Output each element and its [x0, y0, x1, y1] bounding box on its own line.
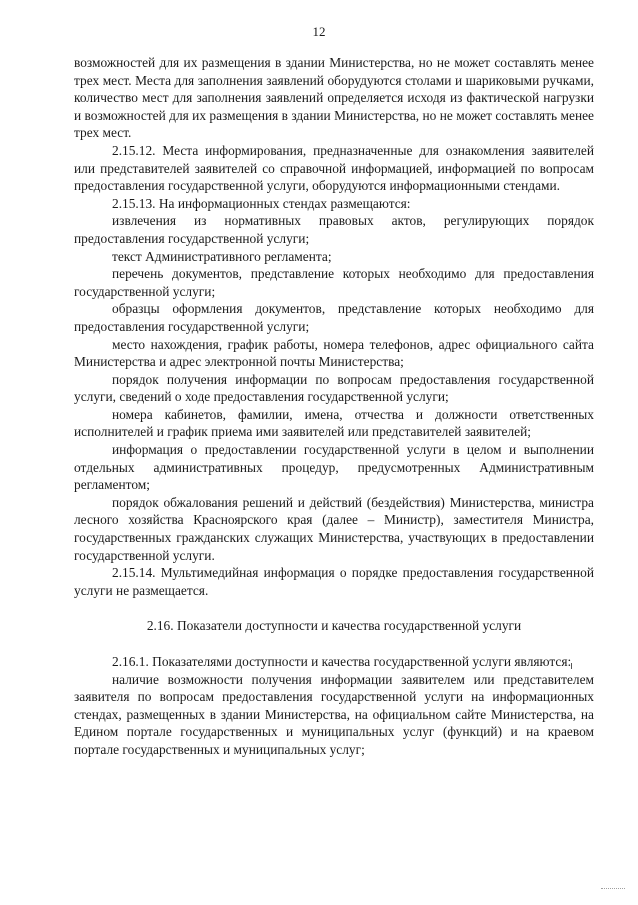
- page-number: 12: [312, 24, 326, 39]
- paragraph: 2.15.13. На информационных стендах размещаются:: [112, 195, 411, 211]
- paragraph: 2.15.14. Мультимедийная информация о порядке предоставления государственной услуги не размещается.: [74, 565, 594, 598]
- scan-artifact: [601, 888, 625, 899]
- paragraph: 2.15.12. Места информирования, предназначенные для ознакомления заявителей или представителей заявителей со справочной информацией, информацией по вопросам предоставления государственной услуги, оборудуются информационными стендами.: [74, 142, 594, 194]
- list-item: текст Административного регламента;: [112, 248, 332, 264]
- list-item: извлечения из нормативных правовых актов, регулирующих порядок предоставления государственной услуги;: [74, 213, 594, 246]
- list-item: перечень документов, представление которых необходимо для предоставления государственной услуги;: [74, 266, 594, 299]
- list-item: место нахождения, график работы, номера телефонов, адрес официального сайта Министерства и адрес электронной почты Министерства;: [74, 336, 594, 370]
- section-heading: 2.16. Показатели доступности и качества государственной услуги: [146, 618, 522, 634]
- paragraph: 2.16.1. Показателями доступности и качества государственной услуги являются:: [112, 654, 572, 669]
- list-item: номера кабинетов, фамилии, имена, отчества и должности ответственных исполнителей и график приема ими заявителей или представителей заявителей;: [74, 406, 594, 440]
- document-body: [74, 54, 594, 759]
- list-item: образцы оформления документов, представление которых необходимо для предоставления государственной услуги;: [74, 301, 594, 334]
- list-item: наличие возможности получения информации заявителем или представителем заявителя по вопросам предоставления государственной услуги на информационных стендах, размещенных в здании Министерства, на официальном сайте Министерства, на Едином портале государственных и муниципальных услуг (функций) и на краевом портале государственных и муниципальных услуг;: [74, 671, 594, 757]
- scan-mark: [571, 663, 572, 669]
- list-item: информация о предоставлении государственной услуги в целом и выполнении отдельных административных процедур, предусмотренных Административным регламентом;: [74, 442, 594, 493]
- list-item: порядок получения информации по вопросам предоставления государственной услуги, сведений о ходе предоставления государственной услуги;: [74, 371, 594, 405]
- paragraph: возможностей для их размещения в здании Министерства, но не может составлять менее трех мест. Места для заполнения заявлений оборудуются столами и шариковыми ручками, количество мест для заполнения заявлений определяется исходя из фактической нагрузки и возможностей для их размещения в здании Министерства, но не может составлять менее трех мест.: [74, 55, 594, 141]
- list-item: порядок обжалования решений и действий (бездействия) Министерства, министра лесного хозяйства Красноярского края (далее – Министр), заместителя Министра, государственных гражданских служащих Министерства, участвующих в предоставлении государственной услуги.: [74, 494, 594, 563]
